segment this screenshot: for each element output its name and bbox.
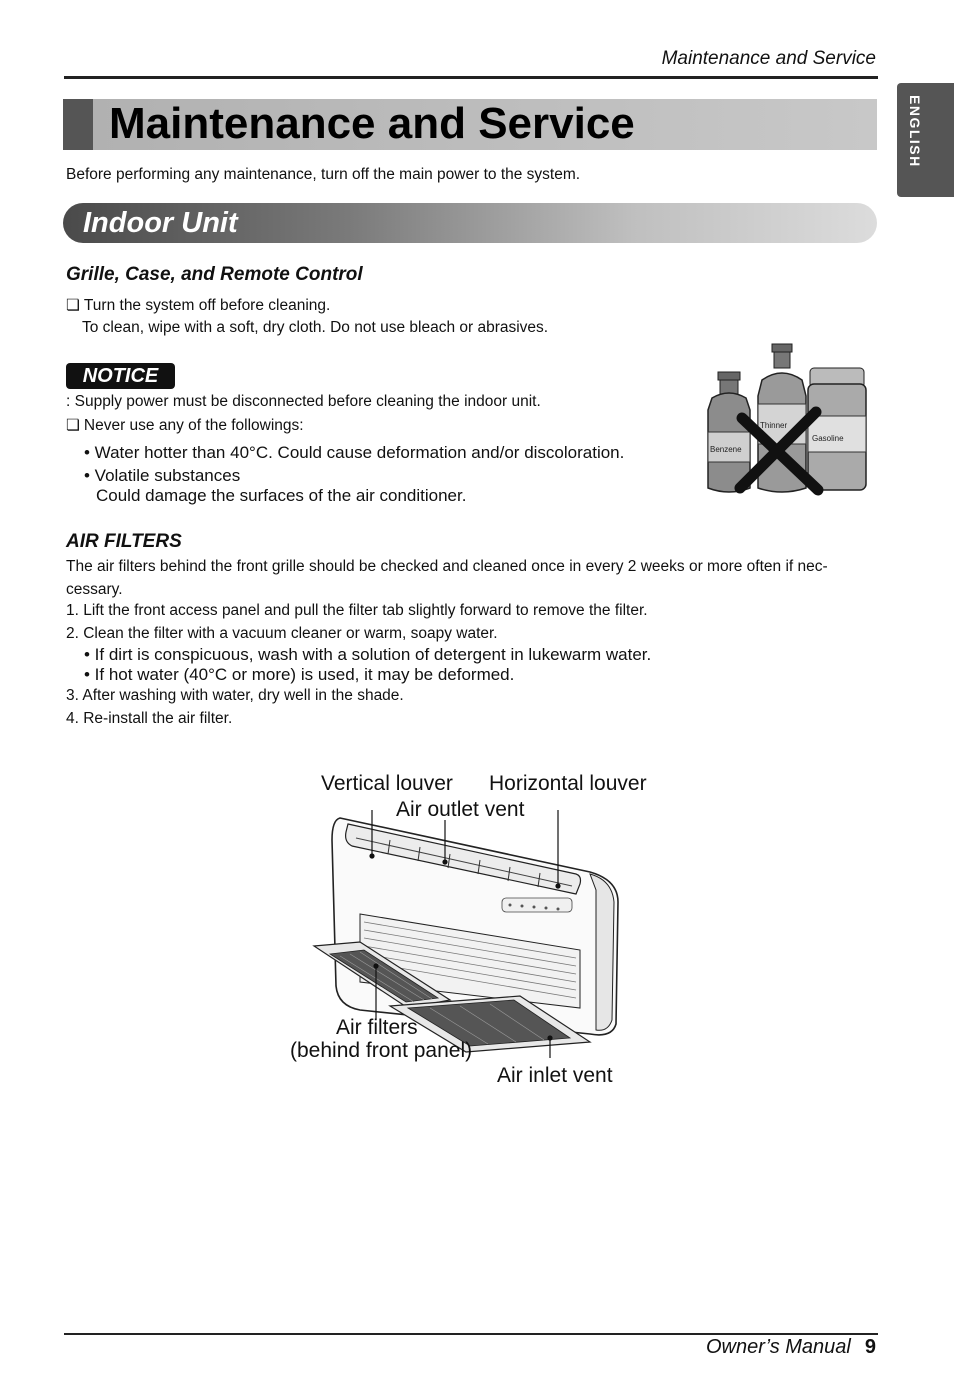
label-horizontal-louver: Horizontal louver [489, 772, 647, 795]
notice-text: : Supply power must be disconnected before cleaning the indoor unit. [66, 393, 541, 410]
label-behind-front-panel: (behind front panel) [290, 1039, 473, 1062]
top-rule [64, 76, 878, 79]
gasoline-bottle-icon [808, 368, 866, 490]
running-header: Maintenance and Service [661, 48, 876, 69]
notice-badge: NOTICE [66, 363, 175, 389]
footer-rule [64, 1333, 878, 1335]
grille-bullet: ❏ Turn the system off before cleaning. [66, 295, 330, 317]
page-title-bar [63, 99, 877, 150]
page-title: Maintenance and Service [109, 99, 635, 148]
checkbox-square-icon: ❏ [66, 297, 80, 314]
language-tab [897, 83, 954, 197]
never-use-item-2: • Volatile substances [84, 466, 241, 485]
air-filters-step-3: 3. After washing with water, dry well in the shade. [66, 687, 404, 704]
never-use-item-1: • Water hotter than 40°C. Could cause deformation and/or discoloration. [84, 443, 625, 462]
never-use-item-2-detail: Could damage the surfaces of the air conditioner. [96, 486, 467, 505]
section-title: Indoor Unit [83, 207, 238, 239]
svg-text:Thinner: Thinner [760, 421, 788, 430]
air-filters-step-2-sub-1: • If dirt is conspicuous, wash with a solution of detergent in lukewarm water. [84, 645, 652, 664]
intro-text: Before performing any maintenance, turn off the main power to the system. [66, 166, 581, 183]
air-filters-intro: The air filters behind the front grille should be checked and cleaned once in every 2 weeks or more often if nec- [66, 558, 828, 575]
title-accent-block [63, 99, 93, 150]
air-filters-step-1: 1. Lift the front access panel and pull the filter tab slightly forward to remove the filter. [66, 602, 648, 619]
label-air-filters: Air filters [336, 1016, 418, 1039]
solvent-bottles-illustration [700, 340, 872, 498]
air-filters-intro-cont: cessary. [66, 581, 123, 598]
section-bar [63, 203, 877, 243]
label-vertical-louver: Vertical louver [321, 772, 453, 795]
language-tab-label: ENGLISH [907, 95, 923, 168]
air-filters-step-2-sub-2: • If hot water (40°C or more) is used, it may be deformed. [84, 665, 515, 684]
footer [706, 1336, 876, 1359]
never-use-bullet: ❏ Never use any of the followings: [66, 415, 304, 437]
grille-heading: Grille, Case, and Remote Control [66, 264, 363, 285]
air-filters-step-4: 4. Re-install the air filter. [66, 710, 233, 727]
checkbox-square-icon: ❏ [66, 417, 80, 434]
air-filters-heading: AIR FILTERS [66, 531, 182, 552]
label-air-inlet-vent: Air inlet vent [497, 1064, 613, 1087]
benzene-bottle-icon [708, 372, 750, 492]
page-number: 9 [864, 1336, 876, 1358]
svg-text:Benzene: Benzene [710, 445, 742, 454]
grille-bullet-line2: To clean, wipe with a soft, dry cloth. Do not use bleach or abrasives. [82, 319, 549, 336]
svg-text:Gasoline: Gasoline [812, 434, 844, 443]
label-air-outlet-vent: Air outlet vent [396, 798, 525, 821]
footer-manual-label: Owner’s Manual [705, 1336, 851, 1358]
air-filters-step-2: 2. Clean the filter with a vacuum cleaner or warm, soapy water. [66, 625, 498, 642]
